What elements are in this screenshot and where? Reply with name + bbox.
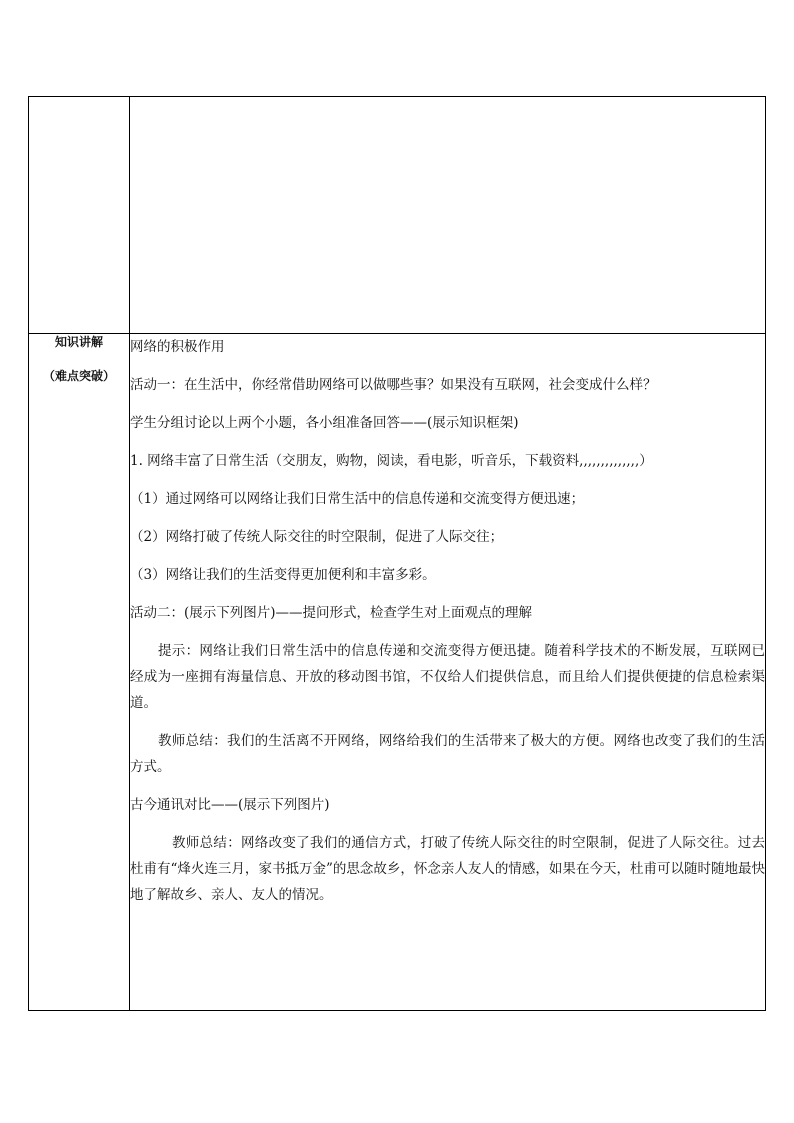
section-sublabel: （难点突破） [42, 369, 115, 383]
sub-point-3: （3）网络让我们的生活变得更加便利和丰富多彩。 [130, 567, 436, 583]
table-row-knowledge [29, 334, 766, 1011]
table-row-top [29, 97, 766, 334]
activity-two: 活动二：(展示下列图片)——提问形式，检查学生对上面观点的理解 [130, 605, 533, 621]
empty-content-cell [130, 97, 766, 334]
section-label-cell [29, 334, 130, 1011]
lesson-table [28, 96, 766, 1011]
discussion-note: 学生分组讨论以上两个小题，各小组准备回答——(展示知识框架) [130, 415, 519, 431]
teacher-summary-1: 教师总结：我们的生活离不开网络，网络给我们的生活带来了极大的方便。网络也改变了我们的生活方式。 [130, 733, 765, 775]
content-heading: 网络的积极作用 [130, 339, 225, 355]
empty-label-cell [29, 97, 130, 334]
section-content-cell [130, 334, 766, 1011]
point-one: 1. 网络丰富了日常生活（交朋友，购物，阅读，看电影，听音乐，下载资料,,,,,,,,,,,,,,） [130, 453, 653, 469]
section-label: 知识讲解 [54, 335, 103, 349]
sub-point-2: （2）网络打破了传统人际交往的时空限制，促进了人际交往； [130, 529, 504, 545]
teacher-summary-2: 教师总结：网络改变了我们的通信方式，打破了传统人际交往的时空限制，促进了人际交往。过去杜甫有“烽火连三月，家书抵万金”的思念故乡，怀念亲人友人的情感，如果在今天，杜甫可以随时随地最快地了解故乡、亲人、友人的情况。 [130, 835, 765, 903]
activity-one: 活动一：在生活中，你经常借助网络可以做哪些事？如果没有互联网，社会变成什么样？ [130, 377, 657, 393]
sub-point-1: （1）通过网络可以网络让我们日常生活中的信息传递和交流变得方便迅速； [130, 491, 585, 507]
comparison-note: 古今通讯对比——(展示下列图片) [130, 797, 330, 813]
hint-paragraph: 提示：网络让我们日常生活中的信息传递和交流变得方便迅捷。随着科学技术的不断发展，互联网已经成为一座拥有海量信息、开放的移动图书馆，不仅给人们提供信息，而且给人们提供便捷的信息检索渠道。 [130, 643, 765, 711]
